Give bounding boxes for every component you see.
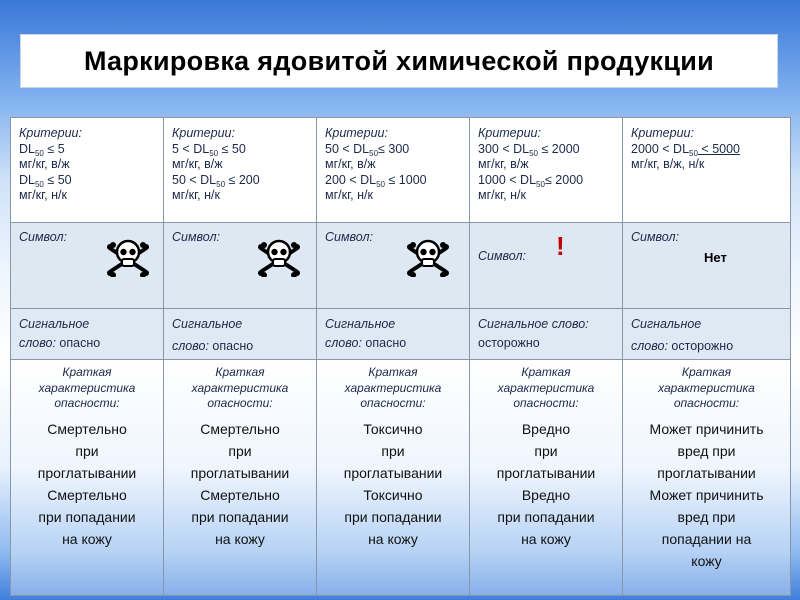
- heading-line: характеристика: [191, 380, 289, 395]
- signal-label: Сигнальное слово:: [478, 317, 589, 331]
- hazard-line: вред при: [677, 442, 736, 459]
- symbol-cell: [317, 223, 470, 309]
- dl-text: 5 < DL: [172, 141, 210, 156]
- hazard-line: при попадании: [191, 508, 289, 525]
- dl-text: ≤ 300: [378, 141, 410, 156]
- route-text: мг/кг, н/к: [325, 188, 373, 202]
- route-text: мг/кг, в/ж: [325, 157, 376, 171]
- dl-text: ≤ 2000: [544, 172, 584, 187]
- heading-line: опасности:: [513, 396, 579, 410]
- hazard-line: Токсично: [363, 420, 423, 437]
- symbol-cell: [470, 223, 623, 309]
- characteristic-row: [11, 360, 791, 596]
- signal-word-label: слово:: [325, 336, 362, 350]
- heading-line: характеристика: [38, 380, 136, 395]
- dl-subscript: 50: [209, 148, 219, 158]
- criteria-label: Критерии:: [172, 126, 235, 140]
- heading-line: Краткая: [62, 365, 112, 379]
- skull-crossbones-icon: [405, 237, 451, 277]
- heading-line: Краткая: [521, 365, 571, 379]
- hazard-line: Может причинить: [649, 486, 764, 503]
- dl-text: 2000 < DL: [631, 141, 690, 156]
- hazard-line: на кожу: [521, 530, 571, 547]
- page-title: Маркировка ядовитой химической продукции: [20, 34, 778, 88]
- hazard-line: Вредно: [521, 420, 571, 437]
- signal-word-label: слово:: [172, 339, 209, 353]
- dl-text: DL: [19, 141, 35, 156]
- symbol-cell: [623, 223, 791, 309]
- symbol-label: Символ:: [631, 230, 679, 244]
- hazard-line: Смертельно: [47, 486, 127, 503]
- dl-text: ≤ 50: [43, 172, 72, 187]
- symbol-row: [11, 223, 791, 309]
- dl-subscript: 50: [689, 148, 698, 158]
- signal-word: осторожно: [671, 339, 734, 353]
- dl-text: 1000 < DL: [478, 172, 537, 187]
- dl-text: ≤ 2000: [538, 141, 580, 156]
- exclamation-icon: !: [556, 231, 565, 261]
- characteristic-cell: [470, 360, 623, 596]
- characteristic-heading: [15, 365, 159, 412]
- heading-line: опасности:: [54, 396, 120, 410]
- signal-label: Сигнальное: [172, 317, 243, 331]
- route-text: мг/кг, н/к: [478, 188, 526, 202]
- characteristic-heading: [168, 365, 312, 412]
- hazard-line: попадании на: [661, 530, 752, 547]
- hazard-line: проглатывании: [343, 464, 443, 481]
- signal-word-row: [11, 309, 791, 360]
- signal-label: Сигнальное: [631, 317, 702, 331]
- heading-line: Краткая: [215, 365, 265, 379]
- heading-line: опасности:: [207, 396, 273, 410]
- hazard-line: на кожу: [215, 530, 265, 547]
- characteristic-cell: [164, 360, 317, 596]
- signal-word: опасно: [365, 336, 407, 350]
- heading-line: характеристика: [658, 380, 755, 395]
- signal-cell: [470, 309, 623, 360]
- hazard-text: [168, 418, 312, 550]
- criteria-label: Критерии:: [478, 126, 541, 140]
- hazard-line: при попадании: [38, 508, 136, 525]
- heading-line: опасности:: [360, 396, 426, 410]
- hazard-line: проглатывании: [657, 464, 756, 481]
- symbol-label: Символ:: [325, 230, 373, 244]
- hazard-text: [321, 418, 465, 550]
- signal-word-label: слово:: [19, 336, 56, 350]
- characteristic-heading: [627, 365, 786, 412]
- criteria-cell: [164, 118, 317, 223]
- skull-crossbones-icon: [256, 237, 302, 277]
- criteria-row: [11, 118, 791, 223]
- hazard-line: вред при: [677, 508, 736, 525]
- signal-cell: [11, 309, 164, 360]
- dl-text: 200 < DL: [325, 172, 377, 187]
- route-text: мг/кг, в/ж, н/к: [631, 157, 705, 171]
- signal-word: опасно: [59, 336, 101, 350]
- dl-subscript: 50: [369, 148, 379, 158]
- route-text: мг/кг, в/ж: [478, 157, 529, 171]
- hazard-text: [627, 418, 786, 572]
- hazard-line: на кожу: [62, 530, 112, 547]
- hazard-text: [15, 418, 159, 550]
- hazard-line: Смертельно: [47, 420, 127, 437]
- heading-line: характеристика: [497, 380, 595, 395]
- hazard-line: проглатывании: [37, 464, 137, 481]
- symbol-label: Символ:: [172, 230, 220, 244]
- dl-text: ≤ 200: [225, 172, 260, 187]
- skull-crossbones-icon: [105, 237, 151, 277]
- dl-subscript: 50: [216, 179, 226, 189]
- criteria-label: Критерии:: [631, 126, 694, 140]
- signal-label: Сигнальное: [19, 317, 90, 331]
- hazard-line: Смертельно: [200, 420, 280, 437]
- signal-word: опасно: [212, 339, 254, 353]
- heading-line: характеристика: [344, 380, 442, 395]
- dl-subscript: 50: [376, 179, 385, 189]
- hazard-text: [474, 418, 618, 550]
- heading-line: Краткая: [681, 365, 732, 379]
- hazard-line: Токсично: [363, 486, 423, 503]
- criteria-label: Критерии:: [19, 126, 82, 140]
- dl-text: 50 < DL: [172, 172, 217, 187]
- dl-subscript: 50: [34, 148, 44, 158]
- heading-line: Краткая: [368, 365, 418, 379]
- hazard-line: кожу: [691, 552, 722, 569]
- dl-subscript: 50: [529, 148, 538, 158]
- dl-text: 300 < DL: [478, 141, 530, 156]
- hazard-line: при: [534, 442, 558, 459]
- signal-cell: [317, 309, 470, 360]
- route-text: мг/кг, н/к: [19, 188, 67, 202]
- hazard-line: Смертельно: [200, 486, 280, 503]
- criteria-cell: [470, 118, 623, 223]
- symbol-cell: [164, 223, 317, 309]
- dl-text: < 5000: [697, 141, 741, 156]
- dl-subscript: 50: [536, 179, 545, 189]
- characteristic-cell: [11, 360, 164, 596]
- signal-word: осторожно: [478, 336, 540, 350]
- hazard-line: Вредно: [521, 486, 571, 503]
- dl-text: ≤ 1000: [385, 172, 427, 187]
- signal-word-label: слово:: [631, 339, 668, 353]
- symbol-label: Символ:: [19, 230, 67, 244]
- dl-text: ≤ 5: [43, 141, 65, 156]
- characteristic-heading: [474, 365, 618, 412]
- criteria-label: Критерии:: [325, 126, 388, 140]
- route-text: мг/кг, н/к: [172, 188, 220, 202]
- hazard-line: при попадании: [344, 508, 442, 525]
- hazard-line: при: [228, 442, 252, 459]
- dl-text: 50 < DL: [325, 141, 370, 156]
- hazard-line: при попадании: [497, 508, 595, 525]
- characteristic-cell: [317, 360, 470, 596]
- hazard-line: проглатывании: [190, 464, 290, 481]
- dl-text: ≤ 50: [218, 141, 246, 156]
- route-text: мг/кг, в/ж: [19, 157, 70, 171]
- marking-table: [10, 117, 791, 596]
- no-symbol-text: Нет: [704, 250, 727, 265]
- heading-line: опасности:: [673, 396, 740, 410]
- characteristic-cell: [623, 360, 791, 596]
- hazard-line: при: [381, 442, 405, 459]
- criteria-cell: [317, 118, 470, 223]
- route-text: мг/кг, в/ж: [172, 157, 223, 171]
- signal-label: Сигнальное: [325, 317, 396, 331]
- symbol-cell: [11, 223, 164, 309]
- dl-subscript: 50: [34, 179, 44, 189]
- signal-cell: [164, 309, 317, 360]
- hazard-line: Может причинить: [649, 420, 764, 437]
- criteria-cell: [623, 118, 791, 223]
- criteria-cell: [11, 118, 164, 223]
- hazard-line: при: [75, 442, 99, 459]
- characteristic-heading: [321, 365, 465, 412]
- signal-cell: [623, 309, 791, 360]
- hazard-line: на кожу: [368, 530, 418, 547]
- symbol-label: Символ:: [478, 249, 526, 263]
- dl-text: DL: [19, 172, 35, 187]
- hazard-line: проглатывании: [496, 464, 596, 481]
